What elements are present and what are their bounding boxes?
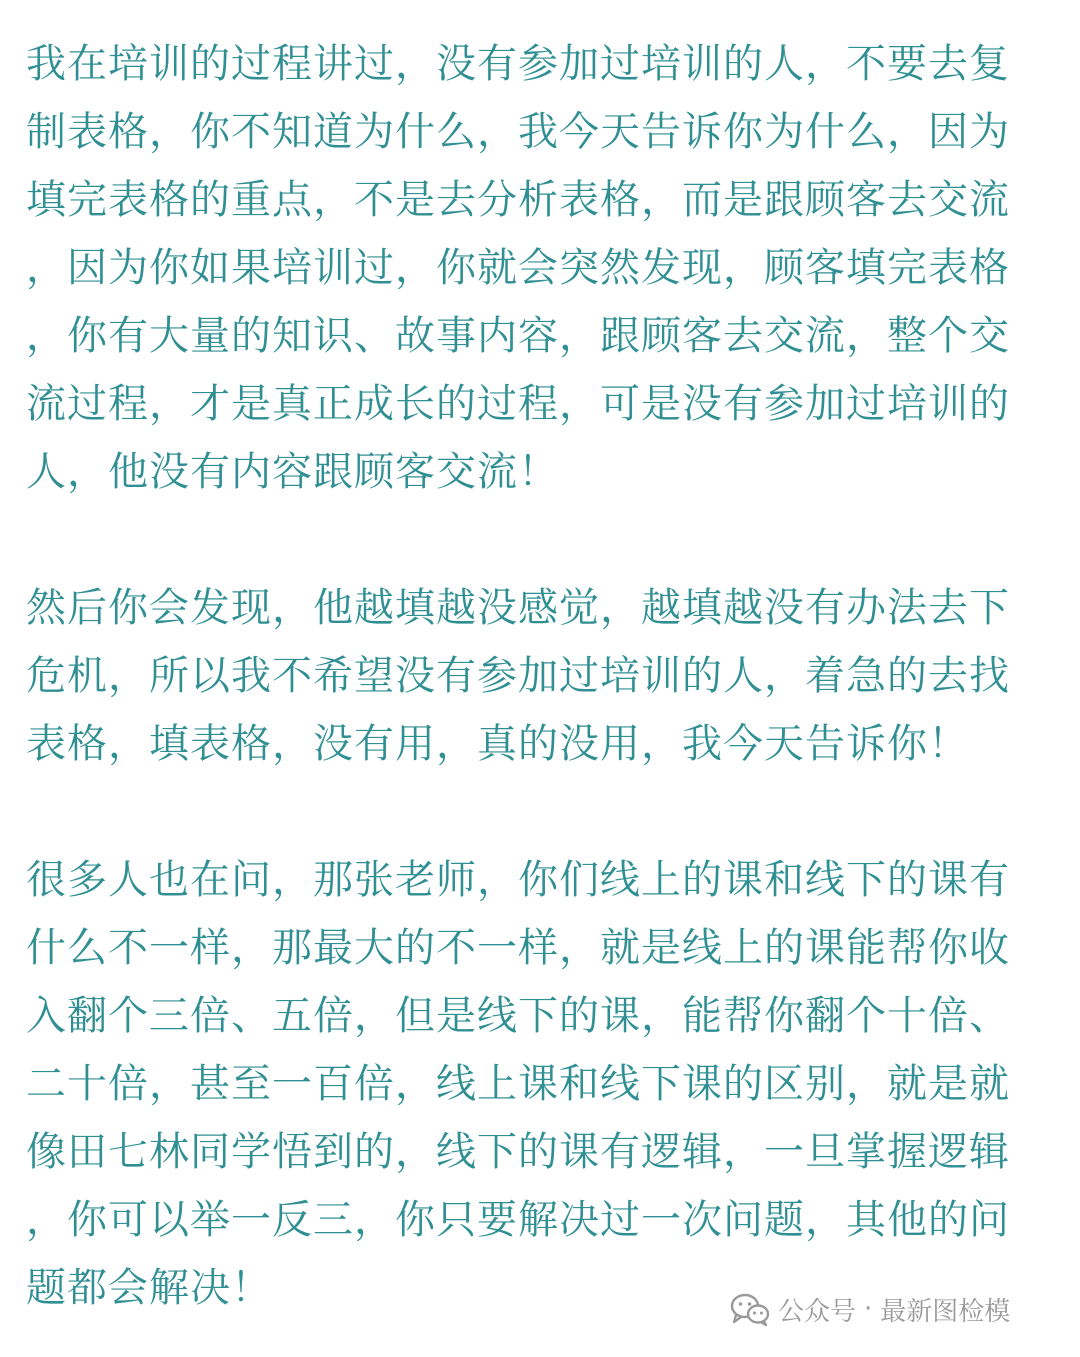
wechat-watermark <box>730 1284 1010 1334</box>
text-line: 流过程，才是真正成长的过程，可是没有参加过培训的 <box>26 381 1010 427</box>
text-line: 填完表格的重点，不是去分析表格，而是跟顾客去交流 <box>26 177 1010 223</box>
text-line: 二十倍，甚至一百倍，线上课和线下课的区别，就是就 <box>26 1061 1010 1107</box>
wechat-icon <box>730 1292 770 1326</box>
article-body <box>26 30 1056 1322</box>
paragraph-2 <box>26 574 1056 778</box>
text-line: 制表格，你不知道为什么，我今天告诉你为什么，因为 <box>26 109 1010 155</box>
watermark-account: 最新图检模 <box>880 1296 1011 1327</box>
text-line: ，你有大量的知识、故事内容，跟顾客去交流，整个交 <box>26 313 1010 359</box>
text-line: ，你可以举一反三，你只要解决过一次问题，其他的问 <box>26 1197 1010 1243</box>
text-line: 我在培训的过程讲过，没有参加过培训的人，不要去复 <box>26 41 1010 87</box>
text-line: 表格，填表格，没有用，真的没用，我今天告诉你！ <box>26 721 969 767</box>
paragraph-spacer <box>26 506 1056 574</box>
paragraph-spacer <box>26 778 1056 846</box>
text-line: 什么不一样，那最大的不一样，就是线上的课能帮你收 <box>26 925 1010 971</box>
text-line: 很多人也在问，那张老师，你们线上的课和线下的课有 <box>26 857 1010 903</box>
text-line: 然后你会发现，他越填越没感觉，越填越没有办法去下 <box>26 585 1010 631</box>
text-line: 人，他没有内容跟顾客交流！ <box>26 449 559 495</box>
paragraph-3 <box>26 846 1056 1322</box>
text-line: 入翻个三倍、五倍，但是线下的课，能帮你翻个十倍、 <box>26 993 1010 1039</box>
watermark-label: 公众号 <box>778 1296 857 1327</box>
text-line: 题都会解决！ <box>26 1265 272 1311</box>
text-line: 危机，所以我不希望没有参加过培训的人，着急的去找 <box>26 653 1010 699</box>
watermark-separator: · <box>864 1294 873 1324</box>
paragraph-1 <box>26 30 1056 506</box>
text-line: 像田七林同学悟到的，线下的课有逻辑，一旦掌握逻辑 <box>26 1129 1010 1175</box>
text-line: ，因为你如果培训过，你就会突然发现，顾客填完表格 <box>26 245 1010 291</box>
